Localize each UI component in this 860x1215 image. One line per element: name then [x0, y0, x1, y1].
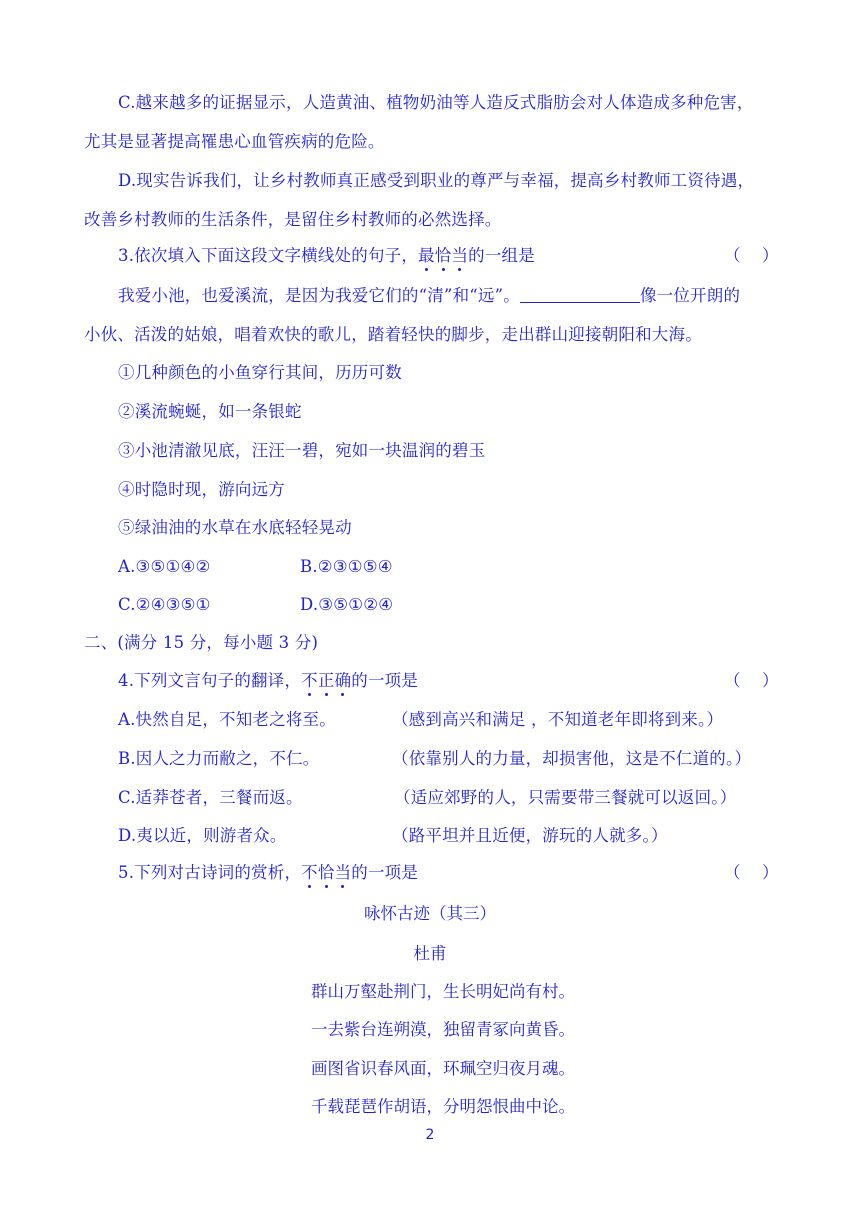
q2-option-d-line2: 改善乡村教师的生活条件，是留住乡村教师的必然选择。	[84, 210, 502, 229]
emphasis-dot-char: 确	[334, 671, 352, 690]
q2-option-c-line1: C.越来越多的证据显示，人造黄油、植物奶油等人造反式脂肪会对人体造成多种危害，	[118, 93, 754, 112]
answer-paren-open: （	[724, 246, 741, 265]
poem-title: 咏怀古迹（其三）	[364, 904, 496, 923]
q4-option-source: B.因人之力而敝之，不仁。	[118, 749, 320, 768]
q3-item: ⑤绿油油的水草在水底轻轻晃动	[118, 518, 352, 537]
q4-option-source: A.快然自足，不知老之将至。	[118, 710, 336, 729]
q4-option-translation: （依靠别人的力量，却损害他，这是不仁道的。）	[392, 749, 752, 768]
emphasis-dot-char: 最	[418, 246, 435, 265]
poem-line: 千载琵琶作胡语，分明怨恨曲中论。	[311, 1097, 575, 1116]
q3-stem: 3.依次填入下面这段文字横线处的句子，最恰当的一组是	[118, 246, 535, 265]
answer-paren-open: （	[724, 671, 741, 690]
page-number: 2	[425, 1127, 435, 1143]
q4-option-source: C.适莽苍者，三餐而返。	[118, 788, 303, 807]
q4-option-source: D.夷以近，则游者众。	[118, 826, 287, 845]
poem-author: 杜甫	[413, 944, 447, 963]
emphasis-dot-char: 恰	[434, 246, 452, 265]
q2-option-c-line2: 尤其是显著提高罹患心血管疾病的危险。	[84, 132, 385, 151]
q4-option-translation: （路平坦并且近便，游玩的人就多。）	[392, 826, 668, 845]
q3-passage-line2: 小伙、活泼的姑娘，唱着欢快的歌儿，踏着轻快的脚步，走出群山迎接朝阳和大海。	[84, 325, 702, 344]
q3-item: ②溪流蜿蜒，如一条银蛇	[118, 402, 302, 421]
poem-line: 一去紫台连朔漠，独留青冢向黄昏。	[311, 1020, 575, 1039]
q3-option-d: D.③⑤①②④	[300, 595, 394, 614]
answer-paren-close: ）	[762, 246, 779, 265]
q3-passage-line1: 我爱小池，也爱溪流，是因为我爱它们的“清”和“远”。 像一位开朗的	[118, 286, 741, 305]
emphasis-dot-char: 不	[301, 671, 318, 690]
q3-item: ④时隐时现，游向远方	[118, 480, 285, 499]
answer-paren-close: ）	[762, 671, 779, 690]
section-heading: 二、(满分 15 分，每小题 3 分)	[84, 633, 319, 652]
q3-option-a: A.③⑤①④②	[118, 557, 211, 576]
q4-stem: 4.下列文言句子的翻译，不正确的一项是	[118, 671, 419, 690]
emphasis-dot-char: 当	[451, 246, 469, 265]
fill-in-blank	[520, 286, 640, 303]
q3-item: ①几种颜色的小鱼穿行其间，历历可数	[118, 363, 402, 382]
q5-stem: 5.下列对古诗词的赏析，不恰当的一项是	[118, 863, 419, 882]
q4-option-translation: （适应郊野的人，只需要带三餐就可以返回。）	[394, 788, 737, 807]
q3-option-c: C.②④③⑤①	[118, 595, 211, 614]
q3-option-b: B.②③①⑤④	[300, 557, 393, 576]
emphasis-dot-char: 不	[301, 863, 318, 882]
emphasis-dot-char: 正	[317, 671, 335, 690]
emphasis-dot-char: 当	[334, 863, 352, 882]
q4-option-translation: （感到高兴和满足 ，不知道老年即将到来。）	[392, 710, 724, 729]
emphasis-dot-char: 恰	[317, 863, 335, 882]
q2-option-d-line1: D.现实告诉我们，让乡村教师真正感受到职业的尊严与幸福，提高乡村教师工资待遇，	[118, 171, 755, 190]
poem-line: 画图省识春风面，环珮空归夜月魂。	[311, 1059, 575, 1078]
poem-line: 群山万壑赴荆门，生长明妃尚有村。	[311, 982, 575, 1001]
q3-item: ③小池清澈见底，汪汪一碧，宛如一块温润的碧玉	[118, 441, 486, 460]
answer-paren-open: （	[724, 863, 741, 882]
answer-paren-close: ）	[762, 863, 779, 882]
